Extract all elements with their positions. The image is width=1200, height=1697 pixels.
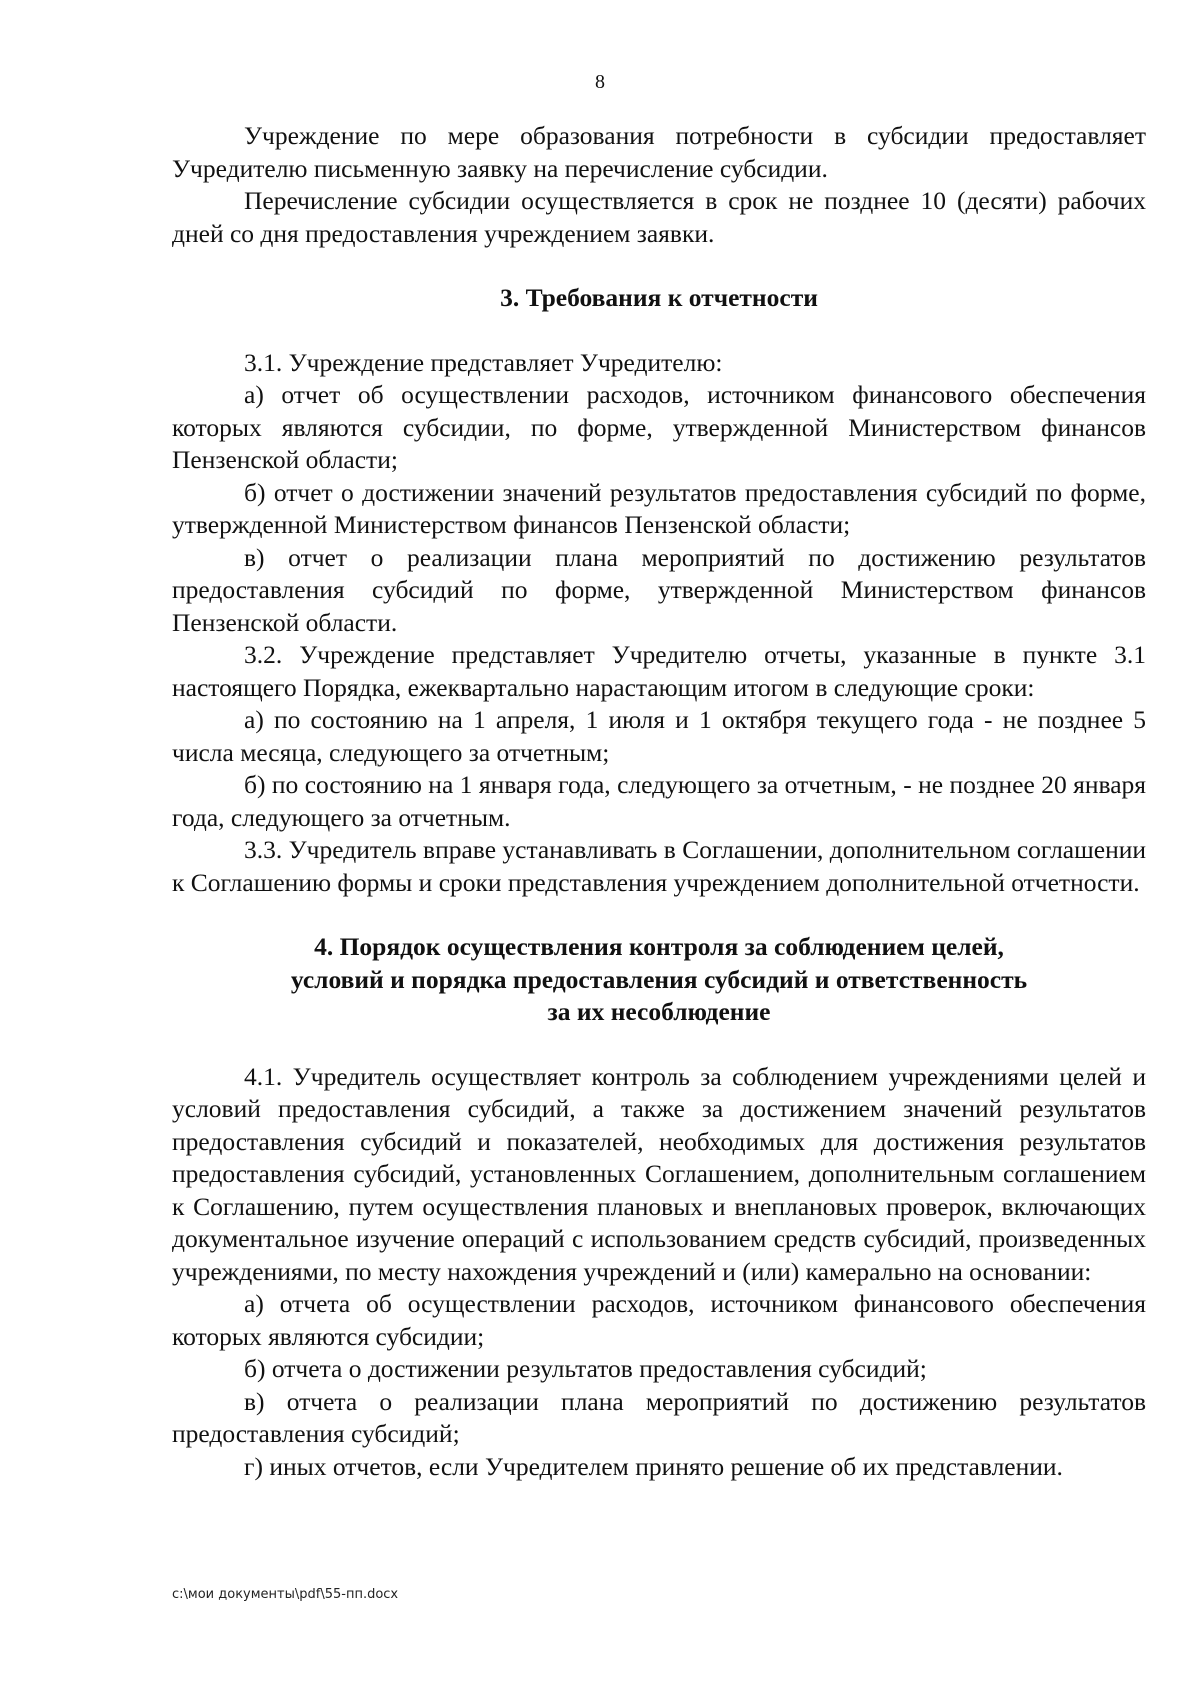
paragraph-4-1-g: г) иных отчетов, если Учредителем принято решение об их представлении. <box>244 1451 1063 1481</box>
page-number: 8 <box>595 71 605 93</box>
paragraph-4-1-b: б) отчета о достижении результатов предоставления субсидий; <box>244 1354 927 1383</box>
paragraph-3-2: 3.2. Учреждение представляет Учредителю отчеты, указанные в пункте 3.1 настоящего Порядка, ежеквартально нарастающим итогом в следующие сроки: <box>172 640 1146 702</box>
section-3-heading: 3. Требования к отчетности <box>500 283 818 312</box>
section-4-heading-line-1: 4. Порядок осуществления контроля за соблюдением целей, <box>314 932 1004 961</box>
paragraph-3-1-v: в) отчет о реализации плана мероприятий по достижению результатов предоставления субсидий по форме, утвержденной Министерством финансов Пензенской области. <box>172 542 1146 637</box>
paragraph-subsidy-request: Учреждение по мере образования потребности в субсидии предоставляет Учредителю письменную заявку на перечисление субсидии. <box>172 121 1146 183</box>
section-4-heading-line-2: условий и порядка предоставления субсидий и ответственность <box>290 964 1028 994</box>
section-4-heading-line-3: за их несоблюдение <box>547 997 771 1026</box>
document-body <box>172 120 1146 1483</box>
paragraph-3-1-a: а) отчет об осуществлении расходов, источником финансового обеспечения которых являются субсидии, по форме, утвержденной Министерством финансов Пензенской области; <box>172 380 1146 474</box>
paragraph-4-1-v: в) отчета о реализации плана мероприятий по достижению результатов предоставления субсидий; <box>172 1386 1146 1448</box>
paragraph-3-2-a: а) по состоянию на 1 апреля, 1 июля и 1 октября текущего года - не позднее 5 числа месяца, следующего за отчетным; <box>172 705 1146 767</box>
paragraph-3-3: 3.3. Учредитель вправе устанавливать в Соглашении, дополнительном соглашении к Соглашению формы и сроки представления учреждением дополнительной отчетности. <box>172 835 1147 897</box>
paragraph-3-1-b: б) отчет о достижении значений результатов предоставления субсидий по форме, утвержденной Министерством финансов Пензенской области; <box>172 477 1146 539</box>
paragraph-4-1: 4.1. Учредитель осуществляет контроль за соблюдением учреждениями целей и условий предоставления субсидий, а также за достижением значений результатов предоставления субсидий и показателей, необходимых для достижения результатов предоставления субсидий, установленных Соглашением, дополнительным соглашением к Соглашению, путем осуществления плановых и внеплановых проверок, включающих документальное изучение операций с использованием средств субсидий, произведенных учреждениями, по месту нахождения учреждений и (или) камерально на основании: <box>172 1061 1146 1286</box>
footer-file-path: c:\мои документы\pdf\55-пп.docx <box>172 1587 399 1602</box>
paragraph-3-1: 3.1. Учреждение представляет Учредителю: <box>244 347 723 377</box>
paragraph-4-1-a: а) отчета об осуществлении расходов, источником финансового обеспечения которых являются субсидии; <box>172 1289 1146 1351</box>
paragraph-3-2-b: б) по состоянию на 1 января года, следующего за отчетным, - не позднее 20 января года, следующего за отчетным. <box>172 770 1146 832</box>
paragraph-subsidy-transfer: Перечисление субсидии осуществляется в срок не позднее 10 (десяти) рабочих дней со дня предоставления учреждением заявки. <box>172 186 1146 248</box>
